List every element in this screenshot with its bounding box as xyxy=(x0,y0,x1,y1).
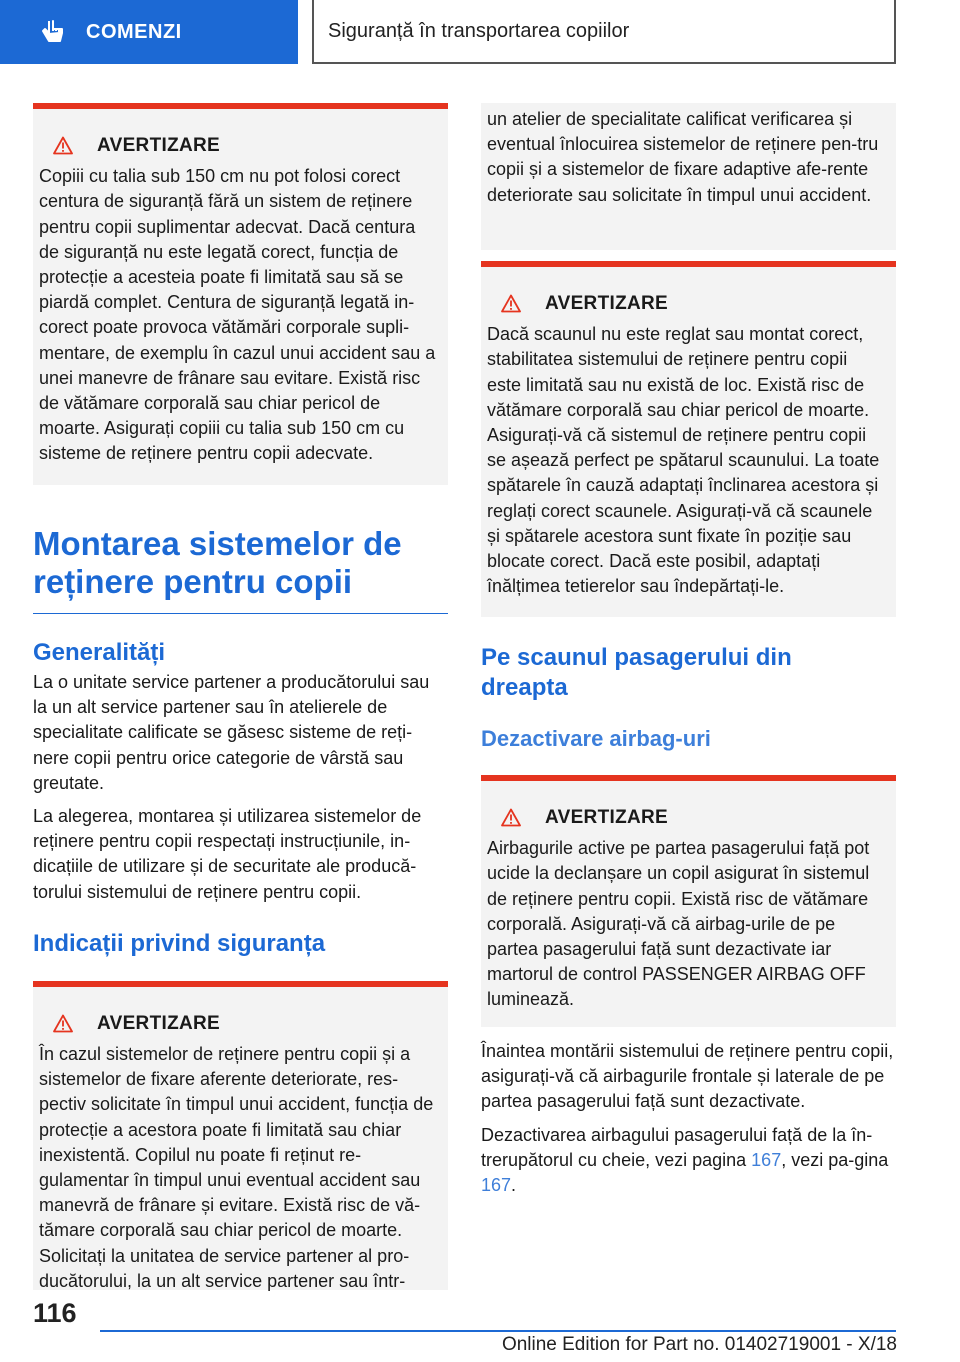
chapter-title xyxy=(312,0,896,64)
warning-title: AVERTIZARE xyxy=(545,293,668,314)
warning-header xyxy=(53,1011,438,1036)
generalitati-heading: Generalități xyxy=(33,639,166,666)
page-number: 116 xyxy=(33,1298,77,1328)
warning-triangle-icon xyxy=(501,294,521,313)
page-link-167[interactable]: 167 xyxy=(481,1175,512,1196)
warning-box xyxy=(481,261,896,617)
generalitati-paragraph-2: La alegerea, montarea și utilizarea sistemelor de reținere pentru copii respectați instrucțiunile, in-dicațiile de utilizare și de securitate ale producă-torului sistemului de reținere pentru copii. xyxy=(33,806,422,902)
paragraph-text: . xyxy=(511,1175,517,1196)
section-tab-label: COMENZI xyxy=(86,20,182,43)
paragraph-text: Dezactivarea airbagului pasagerului față de la în-trerupătorul cu cheie, vezi pagina xyxy=(481,1124,873,1170)
page-link-167[interactable]: 167 xyxy=(751,1149,782,1170)
warning-box xyxy=(481,775,896,1027)
passenger-seat-heading: Pe scaunul pasagerului din dreapta xyxy=(481,644,792,701)
warning-header xyxy=(53,133,438,158)
right-column xyxy=(481,103,896,1198)
warning-box xyxy=(33,981,448,1290)
footer-edition: Online Edition for Part no. 01402719001 - X/18 xyxy=(501,1334,897,1355)
warning-text: un atelier de specialitate calificat verificarea și eventual înlocuirea sistemelor de reținere pen-tru copii și a sistemelor de fixare adaptive afe-rente deteriorate sau solicitate în timpul unui accident. xyxy=(487,109,879,205)
hand-pointer-icon xyxy=(40,19,66,45)
paragraph-text: , vezi pa-gina xyxy=(781,1149,889,1170)
warning-triangle-icon xyxy=(53,1014,73,1033)
generalitati-paragraph-1: La o unitate service partener a producătorului sau la un alt service partener sau în atelierele de specialitate calificate se găsesc sisteme de reți-nere copii pentru orice categorie de vârstă sau greutate. xyxy=(33,672,430,793)
warning-box xyxy=(33,103,448,485)
warning-title: AVERTIZARE xyxy=(545,807,668,828)
airbag-deactivation-heading: Dezactivare airbag-uri xyxy=(481,726,711,751)
warning-text: În cazul sistemelor de reținere pentru copii și a sistemelor de fixare aferente deteriorate, res-pectiv solicitate în timpul unui accident, funcția de protecție a acestora poate fi limitată sau chiar inexistentă. Copilul nu poate fi reținut re-gulamentar în timpul unui eventual accident sau manevră de frânare și evitare. Există risc de vă-tămare corporală sau chiar pericol de moarte. Solicitați la unitatea de service partener al pro-ducătorului, la un alt service partener sau într- xyxy=(39,1044,434,1291)
airbag-paragraph-2 xyxy=(481,1123,896,1199)
warning-text: Dacă scaunul nu este reglat sau montat corect, stabilitatea sistemului de reținere pentru copii este limitată sau nu există de loc. Există risc de vătămare corporală sau chiar pericol de moarte. Asigurați-vă că sistemul de reținere pentru copii se așează perfect pe spătarul scaunului. La toate spătarele în cauză adaptați înclinarea acestora și reglați corect scaunele. Asigurați-vă că scaunele și spătarele acestora sunt fixate în poziție sau blocate corect. Dacă este posibil, adaptați înălțimea tetierelor sau îndepărtați-le. xyxy=(487,324,880,597)
main-heading: Montarea sistemelor de reținere pentru copii xyxy=(33,525,448,614)
airbag-paragraph-1: Înaintea montării sistemului de reținere pentru copii, asigurați-vă că airbagurile frontale și laterale de pe partea pasagerului față sunt dezactivate. xyxy=(481,1041,894,1112)
warning-title: AVERTIZARE xyxy=(97,135,220,156)
warning-text: Airbagurile active pe partea pasagerului față pot ucide la declanșare un copil asigurat în sistemul de reținere pentru copii. Există risc de vătămare corporală. Asigurați-vă că airbag-urile de pe partea pasagerului față sunt dezactivate iar martorul de control PASSENGER AIRBAG OFF luminează. xyxy=(487,838,870,1010)
warning-header xyxy=(501,291,886,316)
section-tab-comenzi[interactable] xyxy=(0,0,298,64)
warning-title: AVERTIZARE xyxy=(97,1012,220,1034)
left-column xyxy=(33,103,448,1290)
warning-triangle-icon xyxy=(53,136,73,155)
footer-divider xyxy=(100,1330,896,1332)
indicatii-heading: Indicații privind siguranța xyxy=(33,929,326,957)
warning-text: Copiii cu talia sub 150 cm nu pot folosi corect centura de siguranță fără un sistem de reținere pentru copii suplimentar adecvat. Dacă centura de siguranță nu este legată corect, funcția de protecție a acesteia poate fi limitată sau să se piardă complet. Centura de siguranță legată in-corect poate provoca vătămări corporale supli-mentare, de exemplu în cazul unui accident sau a unei manevre de frânare sau evitare. Există risc de vătămare corporală sau chiar pericol de moarte. Asigurați copiii cu talia sub 150 cm cu sisteme de reținere pentru copii adecvate. xyxy=(39,166,436,464)
warning-triangle-icon xyxy=(501,808,521,827)
warning-header xyxy=(501,805,886,830)
chapter-title-text: Siguranță în transportarea copiilor xyxy=(328,19,630,42)
warning-box-continued xyxy=(481,103,896,250)
